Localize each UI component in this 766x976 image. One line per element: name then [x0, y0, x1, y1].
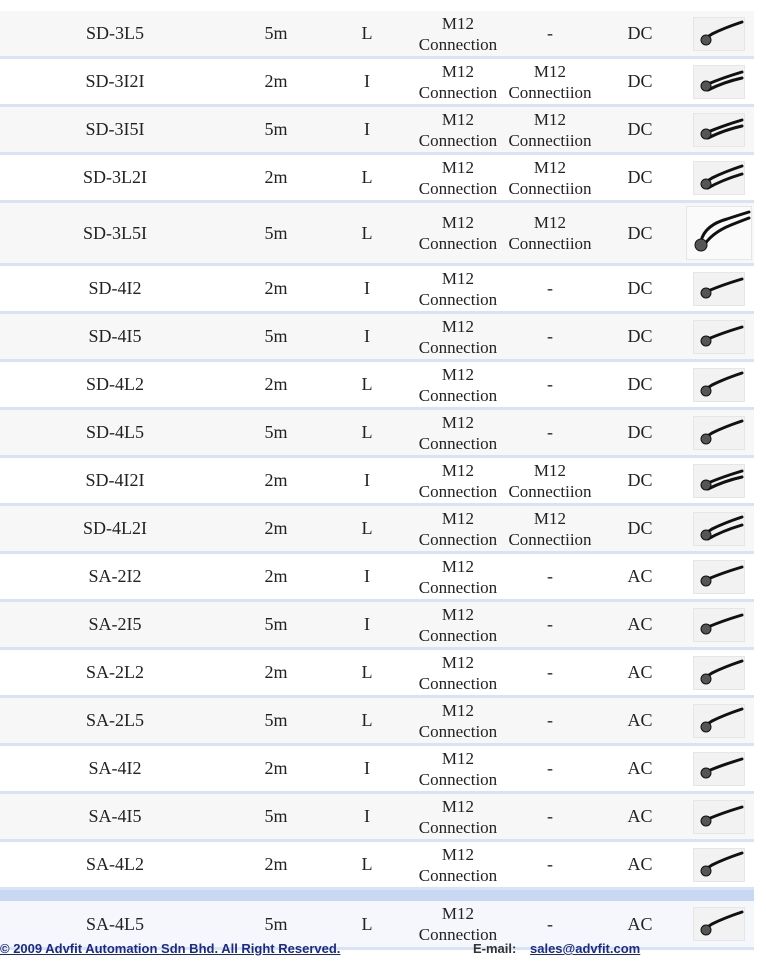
type-cell: L [361, 710, 373, 730]
length-cell: 2m [264, 518, 288, 538]
email-label: E-mail: [473, 941, 517, 956]
product-thumbnail[interactable] [693, 704, 745, 738]
conn1-cell [408, 410, 508, 455]
cable-icon [694, 114, 744, 146]
conn1-line: Connection [418, 577, 498, 597]
type-cell: L [361, 167, 373, 187]
power-cell: DC [627, 71, 653, 91]
cable-icon [694, 369, 744, 401]
type-cell: I [364, 758, 370, 778]
length-cell: 2m [264, 374, 288, 394]
cable-icon [694, 908, 744, 940]
type-cell: L [361, 854, 373, 874]
cable-icon [694, 465, 744, 497]
power-cell: DC [627, 326, 653, 346]
product-image-cell[interactable] [686, 155, 752, 200]
conn1-line: M12 [441, 61, 475, 81]
model-cell: SA-4L2 [86, 854, 144, 874]
conn1-line: Connection [418, 817, 498, 837]
length-cell: 5m [264, 23, 288, 43]
product-image-cell[interactable] [686, 11, 752, 56]
model-cell: SA-2L5 [86, 710, 144, 730]
product-thumbnail[interactable] [693, 512, 745, 546]
length-cell: 2m [264, 662, 288, 682]
product-thumbnail[interactable] [693, 752, 745, 786]
conn1-line: Connection [418, 481, 498, 501]
product-thumbnail[interactable] [693, 907, 745, 941]
type-cell: I [364, 278, 370, 298]
cable-icon [694, 705, 744, 737]
type-cell: I [364, 614, 370, 634]
conn1-line: M12 [441, 316, 475, 336]
conn2-cell [500, 410, 600, 455]
type-cell: I [364, 470, 370, 490]
power-cell: DC [627, 278, 653, 298]
power-cell: AC [627, 614, 653, 634]
power-cell: AC [627, 710, 653, 730]
conn2-cell [500, 506, 600, 551]
conn2-value: - [547, 326, 553, 346]
conn1-cell [408, 203, 508, 263]
conn1-line: M12 [441, 109, 475, 129]
power-cell: DC [627, 222, 653, 243]
product-thumbnail[interactable] [693, 848, 745, 882]
conn2-value: - [547, 566, 553, 586]
power-cell: AC [627, 758, 653, 778]
conn2-value: - [547, 422, 553, 442]
conn2-cell [500, 794, 600, 839]
conn1-line: Connection [418, 673, 498, 693]
length-cell: 5m [264, 913, 288, 934]
conn1-line: Connection [418, 529, 498, 549]
conn2-line: M12 [533, 508, 567, 528]
power-cell: DC [627, 422, 653, 442]
conn1-line: M12 [441, 604, 475, 624]
conn1-line: Connection [418, 385, 498, 405]
power-cell: DC [627, 518, 653, 538]
model-cell: SD-4I2 [88, 278, 142, 298]
product-thumbnail[interactable] [693, 416, 745, 450]
cable-icon [694, 273, 744, 305]
length-cell: 2m [264, 854, 288, 874]
conn1-line: M12 [441, 904, 475, 923]
cable-icon [694, 849, 744, 881]
model-cell: SA-2I2 [88, 566, 142, 586]
product-thumbnail[interactable] [693, 464, 745, 498]
length-cell: 2m [264, 71, 288, 91]
product-image-cell[interactable] [686, 650, 752, 695]
table-row [0, 650, 754, 698]
power-cell: AC [627, 806, 653, 826]
product-image-cell[interactable] [686, 842, 752, 887]
product-image-cell[interactable] [686, 458, 752, 503]
power-cell: AC [627, 913, 653, 934]
table-row [0, 266, 754, 314]
conn2-line: Connectiion [508, 82, 592, 102]
product-thumbnail[interactable] [693, 113, 745, 147]
conn1-line: M12 [441, 13, 475, 33]
conn2-cell [500, 59, 600, 104]
conn1-line: M12 [441, 460, 475, 480]
email-link[interactable]: sales@advfit.com [530, 941, 641, 956]
table-row [0, 458, 754, 506]
conn1-cell [408, 506, 508, 551]
product-image-cell[interactable] [686, 602, 752, 647]
cable-icon [694, 513, 744, 545]
conn1-cell [408, 266, 508, 311]
product-thumbnail[interactable] [693, 656, 745, 690]
conn1-cell [408, 362, 508, 407]
product-table [0, 11, 754, 950]
conn2-cell [500, 746, 600, 791]
length-cell: 2m [264, 278, 288, 298]
conn2-cell [500, 650, 600, 695]
cable-icon [694, 66, 744, 98]
power-cell: DC [627, 23, 653, 43]
table-row [0, 842, 754, 890]
power-cell: AC [627, 854, 653, 874]
power-cell: AC [627, 662, 653, 682]
conn2-value: - [547, 662, 553, 682]
cable-icon [694, 609, 744, 641]
power-cell: DC [627, 470, 653, 490]
conn1-line: Connection [418, 769, 498, 789]
conn1-line: M12 [441, 412, 475, 432]
product-image-cell[interactable] [686, 203, 752, 263]
model-cell: SA-2I5 [88, 614, 142, 634]
conn1-line: Connection [418, 34, 498, 54]
length-cell: 2m [264, 167, 288, 187]
model-cell: SA-4I2 [88, 758, 142, 778]
model-cell: SD-3L5I [83, 222, 147, 243]
product-image-cell[interactable] [686, 506, 752, 551]
conn2-cell [500, 266, 600, 311]
length-cell: 5m [264, 614, 288, 634]
conn1-line: M12 [441, 748, 475, 768]
conn2-line: M12 [533, 460, 567, 480]
length-cell: 2m [264, 566, 288, 586]
conn1-line: M12 [441, 157, 475, 177]
conn2-line: M12 [533, 157, 567, 177]
conn2-line: Connectiion [508, 178, 592, 198]
conn1-line: M12 [441, 652, 475, 672]
conn1-cell [408, 59, 508, 104]
length-cell: 5m [264, 119, 288, 139]
conn2-line: M12 [533, 213, 567, 232]
power-cell: AC [627, 566, 653, 586]
product-thumbnail[interactable] [693, 800, 745, 834]
conn1-line: Connection [418, 721, 498, 741]
product-image-cell[interactable] [686, 698, 752, 743]
conn1-line: Connection [418, 625, 498, 645]
conn1-line: Connection [418, 925, 498, 944]
product-image-cell[interactable] [686, 59, 752, 104]
conn1-line: M12 [441, 508, 475, 528]
model-cell: SD-4L2I [83, 518, 147, 538]
conn1-line: Connection [418, 234, 498, 253]
model-cell: SD-3L5 [86, 23, 144, 43]
table-row [0, 698, 754, 746]
conn2-line: Connectiion [508, 234, 592, 253]
conn2-value: - [547, 758, 553, 778]
conn2-value: - [547, 278, 553, 298]
table-row [0, 362, 754, 410]
cable-icon [687, 207, 751, 259]
cable-icon [694, 753, 744, 785]
type-cell: L [361, 662, 373, 682]
power-cell: DC [627, 119, 653, 139]
product-thumbnail[interactable] [693, 65, 745, 99]
table-row [0, 554, 754, 602]
cable-icon [694, 561, 744, 593]
cable-icon [694, 162, 744, 194]
cable-icon [694, 657, 744, 689]
product-image-cell[interactable] [686, 794, 752, 839]
conn2-cell [500, 155, 600, 200]
model-cell: SD-3I5I [85, 119, 145, 139]
conn1-cell [408, 746, 508, 791]
type-cell: I [364, 71, 370, 91]
product-image-cell[interactable] [686, 746, 752, 791]
conn1-line: M12 [441, 700, 475, 720]
conn1-line: Connection [418, 178, 498, 198]
cable-icon [694, 321, 744, 353]
conn1-line: M12 [441, 213, 475, 232]
model-cell: SD-4I5 [88, 326, 142, 346]
type-cell: L [361, 374, 373, 394]
product-thumbnail[interactable] [693, 608, 745, 642]
type-cell: L [361, 913, 373, 934]
power-cell: DC [627, 167, 653, 187]
product-thumbnail[interactable] [693, 17, 745, 51]
model-cell: SA-4L5 [86, 913, 144, 934]
cable-icon [694, 417, 744, 449]
conn2-cell [500, 314, 600, 359]
product-thumbnail[interactable] [693, 320, 745, 354]
product-image-cell[interactable] [686, 266, 752, 311]
footer [0, 940, 766, 960]
conn1-line: M12 [441, 556, 475, 576]
length-cell: 5m [264, 222, 288, 243]
copyright-link[interactable]: © 2009 Advfit Automation Sdn Bhd. All Right Reserved. [0, 941, 341, 956]
conn1-line: M12 [441, 844, 475, 864]
table-row [0, 203, 754, 266]
table-row [0, 794, 754, 842]
conn1-line: Connection [418, 337, 498, 357]
product-thumbnail[interactable] [693, 560, 745, 594]
type-cell: L [361, 518, 373, 538]
type-cell: L [361, 422, 373, 442]
conn1-line: M12 [441, 364, 475, 384]
product-thumbnail[interactable] [693, 161, 745, 195]
conn2-line: M12 [533, 109, 567, 129]
product-thumbnail[interactable] [686, 206, 752, 260]
table-row [0, 11, 754, 59]
conn2-cell [500, 698, 600, 743]
model-cell: SD-3I2I [85, 71, 145, 91]
conn2-value: - [547, 614, 553, 634]
type-cell: I [364, 806, 370, 826]
conn2-value: - [547, 913, 553, 934]
section-divider [0, 890, 754, 901]
conn1-cell [408, 794, 508, 839]
product-thumbnail[interactable] [693, 272, 745, 306]
product-image-cell[interactable] [686, 107, 752, 152]
table-row [0, 314, 754, 362]
product-image-cell[interactable] [686, 410, 752, 455]
table-row [0, 506, 754, 554]
table-row [0, 59, 754, 107]
conn1-cell [408, 11, 508, 56]
conn2-line: Connectiion [508, 529, 592, 549]
model-cell: SA-4I5 [88, 806, 142, 826]
conn2-line: Connectiion [508, 130, 592, 150]
type-cell: I [364, 119, 370, 139]
conn1-line: M12 [441, 796, 475, 816]
conn2-cell [500, 362, 600, 407]
conn1-line: Connection [418, 130, 498, 150]
conn2-cell [500, 602, 600, 647]
model-cell: SD-3L2I [83, 167, 147, 187]
power-cell: DC [627, 374, 653, 394]
product-thumbnail[interactable] [693, 368, 745, 402]
table-row [0, 410, 754, 458]
conn1-cell [408, 698, 508, 743]
conn2-cell [500, 554, 600, 599]
model-cell: SD-4L5 [86, 422, 144, 442]
conn2-cell [500, 842, 600, 887]
length-cell: 5m [264, 326, 288, 346]
table-row [0, 155, 754, 203]
conn2-line: Connectiion [508, 481, 592, 501]
conn1-line: Connection [418, 865, 498, 885]
length-cell: 5m [264, 806, 288, 826]
conn2-value: - [547, 23, 553, 43]
length-cell: 2m [264, 758, 288, 778]
conn2-cell [500, 458, 600, 503]
conn1-cell [408, 554, 508, 599]
type-cell: L [361, 222, 373, 243]
conn1-line: Connection [418, 433, 498, 453]
conn1-line: M12 [441, 268, 475, 288]
product-image-cell[interactable] [686, 314, 752, 359]
table-row [0, 746, 754, 794]
conn1-cell [408, 107, 508, 152]
length-cell: 2m [264, 470, 288, 490]
product-image-cell[interactable] [686, 362, 752, 407]
length-cell: 5m [264, 710, 288, 730]
conn2-cell [500, 203, 600, 263]
model-cell: SD-4L2 [86, 374, 144, 394]
conn2-value: - [547, 806, 553, 826]
model-cell: SD-4I2I [85, 470, 145, 490]
conn2-value: - [547, 710, 553, 730]
length-cell: 5m [264, 422, 288, 442]
conn1-cell [408, 602, 508, 647]
conn2-line: M12 [533, 61, 567, 81]
type-cell: I [364, 326, 370, 346]
conn2-value: - [547, 854, 553, 874]
conn2-cell [500, 107, 600, 152]
conn1-line: Connection [418, 82, 498, 102]
table-row [0, 107, 754, 155]
model-cell: SA-2L2 [86, 662, 144, 682]
conn1-cell [408, 314, 508, 359]
conn1-cell [408, 458, 508, 503]
cable-icon [694, 18, 744, 50]
conn1-cell [408, 650, 508, 695]
conn2-value: - [547, 374, 553, 394]
table-row [0, 602, 754, 650]
type-cell: L [361, 23, 373, 43]
conn2-cell [500, 11, 600, 56]
conn1-line: Connection [418, 289, 498, 309]
cable-icon [694, 801, 744, 833]
conn1-cell [408, 155, 508, 200]
conn1-cell [408, 842, 508, 887]
type-cell: I [364, 566, 370, 586]
product-image-cell[interactable] [686, 554, 752, 599]
